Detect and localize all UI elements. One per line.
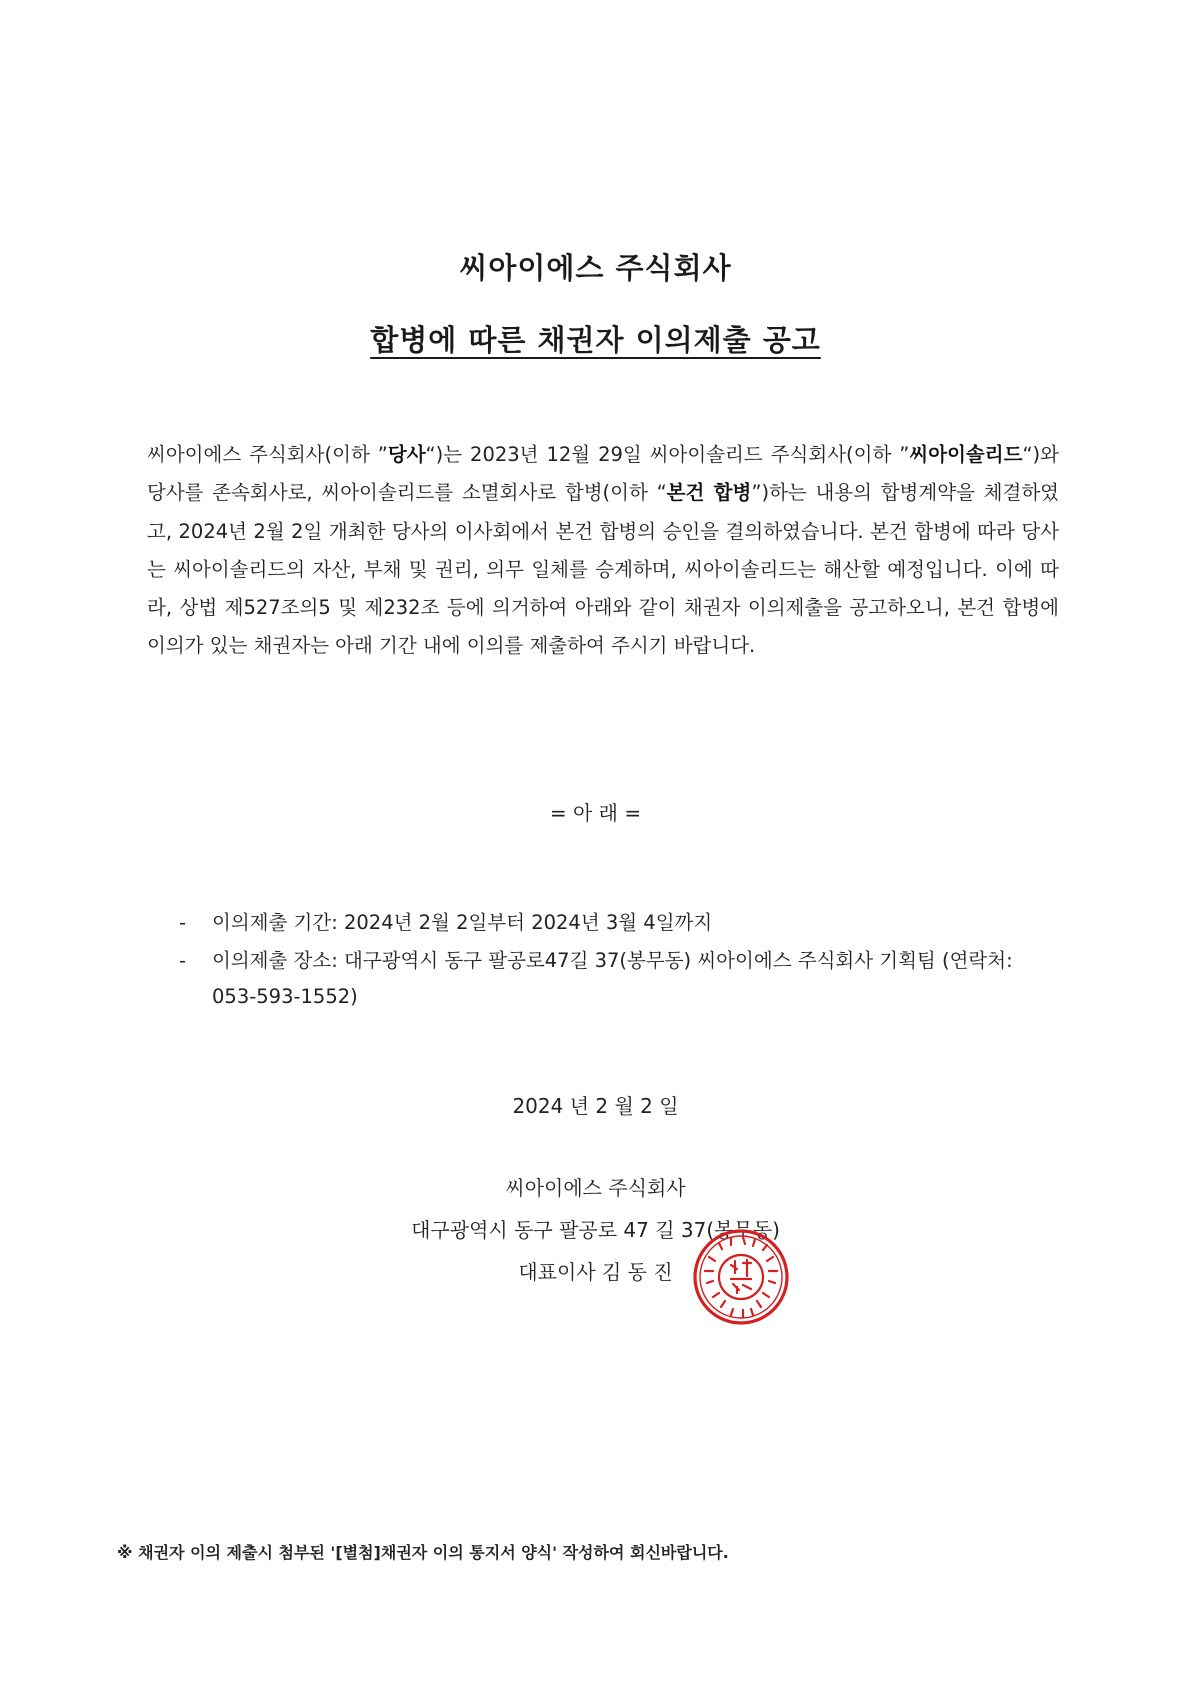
notice-date: 2024 년 2 월 2 일 [512,1094,679,1118]
signature-address: 대구광역시 동구 팔공로 47 길 37(봉무동) [411,1218,780,1242]
signature-company: 씨아이에스 주식회사 [505,1176,686,1200]
body-paragraph [147,436,1059,666]
company-title: 씨아이에스 주식회사 [459,251,732,285]
section-separator: = 아 래 = [549,801,642,825]
body-term-merger: 본건 합병 [666,481,752,505]
body-term-company: 당사 [387,443,426,466]
body-text-1: 씨아이에스 주식회사(이하 ” [147,443,388,466]
list-item-period [175,905,1060,941]
body-text-2: “)는 2023년 12월 29일 씨아이솔리드 주식회사(이하 ” [425,443,910,466]
notice-title [0,318,1191,359]
list-dash: - [179,911,187,934]
list-item-place [175,943,1060,1015]
list-item-text: 이의제출 장소: 대구광역시 동구 팔공로47길 37(봉무동) 씨아이에스 주식회사 기획팀 (연락처: 053-593-1552) [212,949,1013,1008]
list-dash: - [179,949,187,972]
detail-list [175,905,1060,1017]
body-term-solid: 씨아이솔리드 [909,443,1023,466]
company-seal-icon [691,1227,791,1327]
footnote: ※ 채권자 이의 제출시 첨부된 '[별첨]채권자 이의 통지서 양식' 작성하여 회신바랍니다. [117,1543,729,1562]
notice-title-text: 합병에 따른 채권자 이의제출 공고 [370,323,821,357]
list-item-text: 이의제출 기간: 2024년 2월 2일부터 2024년 3월 4일까지 [212,911,713,934]
signature-ceo: 대표이사 김 동 진 [518,1260,673,1284]
body-text-4: ”)하는 내용의 합병계약을 체결하였고, 2024년 2월 2일 개최한 당사의 이사회에서 본건 합병의 승인을 결의하였습니다. 본건 합병에 따라 당사는 씨아이솔리드의 자산, 부채 및 권리, 의무 일체를 승계하며, 씨아이솔리드는 해산할 예정입니다. 이에 따라, 상법 제527조의5 및 제232조 등에 의거하여 아래와 같이 채권자 이의제출을 공고하오니, 본건 합병에 이의가 있는 채권자는 아래 기간 내에 이의를 제출하여 주시기 바랍니다. [147,481,1059,658]
body-text-3: “)와 당사를 존속회사로, 씨아이솔리드를 소멸회사로 합병(이하 “ [147,443,1059,505]
